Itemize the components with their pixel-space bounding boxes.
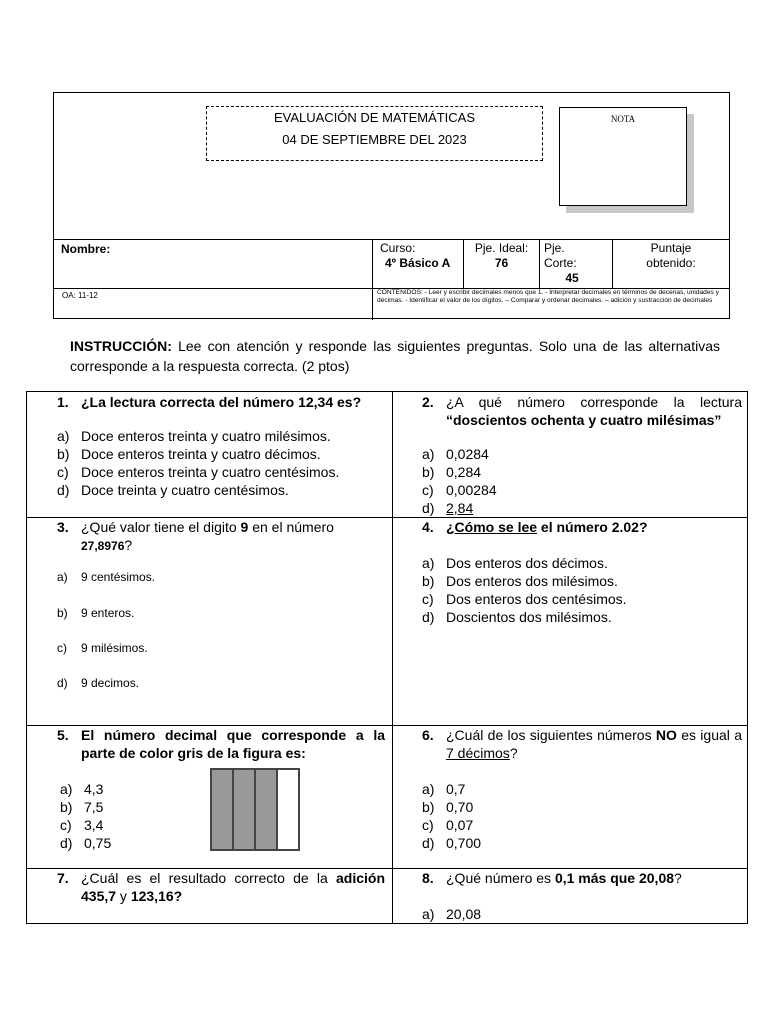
oa-row xyxy=(54,288,729,320)
option-text: Dos enteros dos décimos. xyxy=(446,555,608,571)
nota-label: NOTA xyxy=(610,114,636,124)
option-letter: d) xyxy=(60,835,73,851)
question-6 xyxy=(422,726,742,762)
option-text: 0,00284 xyxy=(446,482,497,498)
option[interactable] xyxy=(422,445,742,463)
question-number: 7. xyxy=(57,870,69,886)
option[interactable] xyxy=(57,675,377,693)
question-4 xyxy=(422,518,742,536)
option[interactable] xyxy=(422,798,742,816)
option-letter: d) xyxy=(422,835,435,851)
curso-value: 4º Básico A xyxy=(385,256,451,270)
option-letter: c) xyxy=(422,482,434,498)
option-text: 9 milésimos. xyxy=(81,641,148,655)
option[interactable] xyxy=(422,481,742,499)
question-text xyxy=(81,869,385,905)
option-letter: c) xyxy=(57,641,67,655)
option-letter: a) xyxy=(422,446,435,462)
question-text-post: ? xyxy=(509,745,518,761)
question-number: 6. xyxy=(422,727,434,743)
exam-header xyxy=(53,92,730,319)
option-letter: d) xyxy=(422,609,435,625)
question-1 xyxy=(57,393,383,411)
question-text-bold: “doscientos ochenta y cuatro milésimas” xyxy=(446,412,722,428)
question-text xyxy=(81,518,387,555)
option-text: 2,84 xyxy=(446,500,474,516)
option[interactable] xyxy=(422,608,742,626)
option[interactable] xyxy=(422,816,742,834)
option[interactable] xyxy=(422,463,742,481)
option-letter: a) xyxy=(422,555,435,571)
instruction-label: INSTRUCCIÓN: xyxy=(70,338,172,354)
option-text: 0,284 xyxy=(446,464,482,480)
option[interactable] xyxy=(422,572,742,590)
curso-cell xyxy=(372,240,463,289)
option-text: Dos enteros dos milésimos. xyxy=(446,573,618,589)
pje-corte-value: 45 xyxy=(565,271,579,285)
question-text-bold: NO xyxy=(655,727,677,743)
option-text: 9 centésimos. xyxy=(81,570,156,584)
option-letter: b) xyxy=(422,464,435,480)
figure-part-shaded xyxy=(256,770,278,849)
question-3 xyxy=(57,518,387,555)
figure-part-shaded xyxy=(212,770,234,849)
question-text-underlined: ¿Cómo se lee xyxy=(446,519,538,535)
option[interactable] xyxy=(422,905,742,923)
option-text: 0,700 xyxy=(446,835,482,851)
question-number: 3. xyxy=(57,519,69,535)
option-text: 7,5 xyxy=(84,799,104,815)
question-5 xyxy=(57,726,385,762)
option-letter: c) xyxy=(422,591,434,607)
question-text: ¿A qué número corresponde la lectura xyxy=(446,394,742,410)
option-letter: b) xyxy=(57,446,70,462)
option-letter: c) xyxy=(57,464,69,480)
option-text: 0,07 xyxy=(446,817,474,833)
question-text: El número decimal que corresponde a la parte de color gris de la figura es: xyxy=(81,727,385,761)
question-text-bold1: adición 435,7 xyxy=(81,870,385,904)
question-text-underlined: 7 décimos xyxy=(446,745,510,761)
option-letter: c) xyxy=(422,817,434,833)
question-text xyxy=(446,869,742,887)
option-letter: b) xyxy=(422,799,435,815)
exam-date: 04 DE SEPTIEMBRE DEL 2023 xyxy=(282,132,467,147)
question-6-options xyxy=(422,780,742,852)
option-text: 0,7 xyxy=(446,781,466,797)
option-letter: c) xyxy=(60,817,72,833)
question-2-options xyxy=(422,445,742,517)
fraction-figure xyxy=(210,768,300,851)
option[interactable] xyxy=(422,780,742,798)
oa-label: OA: 11-12 xyxy=(62,291,98,300)
question-text-bold: 0,1 más que 20,08 xyxy=(554,870,675,886)
option-text: Dos enteros dos centésimos. xyxy=(446,591,627,607)
question-number: 1. xyxy=(57,394,69,410)
option-letter: a) xyxy=(422,906,435,922)
question-text-bold2: 123,16? xyxy=(130,888,183,904)
exam-title: EVALUACIÓN DE MATEMÁTICAS xyxy=(273,110,476,125)
option-text: Doce enteros treinta y cuatro milésimos. xyxy=(81,428,331,444)
puntaje-cell[interactable] xyxy=(612,240,729,289)
question-text-mid: y xyxy=(116,888,131,904)
option-text: Doce enteros treinta y cuatro centésimos. xyxy=(81,464,340,480)
question-text xyxy=(446,518,742,536)
student-info-row xyxy=(54,239,729,289)
question-number: 5. xyxy=(57,727,69,743)
option[interactable] xyxy=(422,590,742,608)
option-text: 9 decimos. xyxy=(81,676,140,690)
option[interactable] xyxy=(422,834,742,852)
option[interactable] xyxy=(57,481,387,499)
question-2 xyxy=(422,393,742,429)
option-letter: a) xyxy=(422,781,435,797)
option[interactable] xyxy=(57,569,377,587)
option[interactable] xyxy=(57,427,387,445)
option-text: Doscientos dos milésimos. xyxy=(446,609,612,625)
puntaje-label: Puntaje obtenido: xyxy=(646,241,696,270)
option-text: 4,3 xyxy=(84,781,104,797)
curso-label: Curso: xyxy=(380,241,416,255)
question-digit: 9 xyxy=(240,519,249,535)
option-text: 3,4 xyxy=(84,817,104,833)
option-text: Doce enteros treinta y cuatro décimos. xyxy=(81,446,321,462)
column-divider xyxy=(392,392,393,923)
question-text xyxy=(446,726,742,762)
instruction-text: Lee con atención y responde las siguientes preguntas. Solo una de las alternativas corresponde a la respuesta correcta. (2 ptos) xyxy=(70,338,721,374)
question-text-pre: ¿Cuál de los siguientes números xyxy=(446,727,656,743)
option-letter: d) xyxy=(57,676,68,690)
option[interactable] xyxy=(57,463,387,481)
pje-ideal-value: 76 xyxy=(494,256,509,270)
option[interactable] xyxy=(60,798,200,816)
option-letter: a) xyxy=(60,781,73,797)
option-text: Doce treinta y cuatro centésimos. xyxy=(81,482,289,498)
question-text: ¿La lectura correcta del número 12,34 es? xyxy=(81,394,362,410)
question-text-pre: ¿Qué valor tiene el digito xyxy=(81,519,241,535)
pje-ideal-cell xyxy=(463,240,539,289)
figure-part-shaded xyxy=(234,770,256,849)
question-number: 8. xyxy=(422,870,434,886)
option-text: 0,0284 xyxy=(446,446,489,462)
option[interactable] xyxy=(57,605,377,623)
nota-box[interactable] xyxy=(559,107,687,206)
nombre-label: Nombre: xyxy=(61,242,111,256)
question-number: 4. xyxy=(422,519,434,535)
option-text: 0,70 xyxy=(446,799,474,815)
question-text-post: ? xyxy=(124,537,133,553)
instruction xyxy=(70,336,720,376)
option[interactable] xyxy=(60,816,200,834)
option[interactable] xyxy=(60,834,200,852)
option-letter: b) xyxy=(422,573,435,589)
option[interactable] xyxy=(422,499,742,517)
question-1-options xyxy=(57,427,387,499)
question-text-mid: es igual a xyxy=(676,727,742,743)
figure-part-empty xyxy=(278,770,298,849)
question-text-mid: en el número xyxy=(248,519,334,535)
question-4-options xyxy=(422,554,742,626)
option-letter: d) xyxy=(57,482,70,498)
option[interactable] xyxy=(60,780,200,798)
exam-title-box xyxy=(206,106,543,161)
question-8 xyxy=(422,869,742,887)
pje-corte-label: Pje. Corte: xyxy=(544,241,577,270)
question-text-pre: ¿Qué número es xyxy=(446,870,555,886)
question-text-pre: ¿Cuál es el resultado correcto de la xyxy=(81,870,336,886)
question-number-value: 27,8976 xyxy=(81,539,125,553)
option-letter: d) xyxy=(422,500,435,516)
option-text: 9 enteros. xyxy=(81,606,135,620)
option[interactable] xyxy=(422,554,742,572)
option[interactable] xyxy=(57,445,387,463)
pje-ideal-label: Pje. Ideal: xyxy=(474,241,529,255)
option-letter: b) xyxy=(60,799,73,815)
question-number: 2. xyxy=(422,394,434,410)
question-text-rest: el número 2.02? xyxy=(537,519,648,535)
option-letter: a) xyxy=(57,428,70,444)
questions-table xyxy=(26,391,748,924)
option-letter: a) xyxy=(57,570,68,584)
contenidos-text: CONTENIDOS: - Leer y escribir decimales menos que 1. - Interpretar decimales en términos de decenas, unidades y décimas. - Identificar el valor de los dígitos. – Comparar y ordenar decimales. – adición y sustracción de decimales xyxy=(372,289,729,320)
option[interactable] xyxy=(57,640,377,658)
nombre-field[interactable] xyxy=(54,240,372,289)
pje-corte-cell xyxy=(539,240,612,289)
question-text-post: ? xyxy=(674,870,682,886)
question-7 xyxy=(57,869,385,905)
option-letter: b) xyxy=(57,606,68,620)
question-5-options xyxy=(60,780,200,852)
question-3-options xyxy=(57,569,377,693)
option-text: 20,08 xyxy=(446,906,482,922)
question-8-options xyxy=(422,905,742,923)
option-text: 0,75 xyxy=(84,835,112,851)
